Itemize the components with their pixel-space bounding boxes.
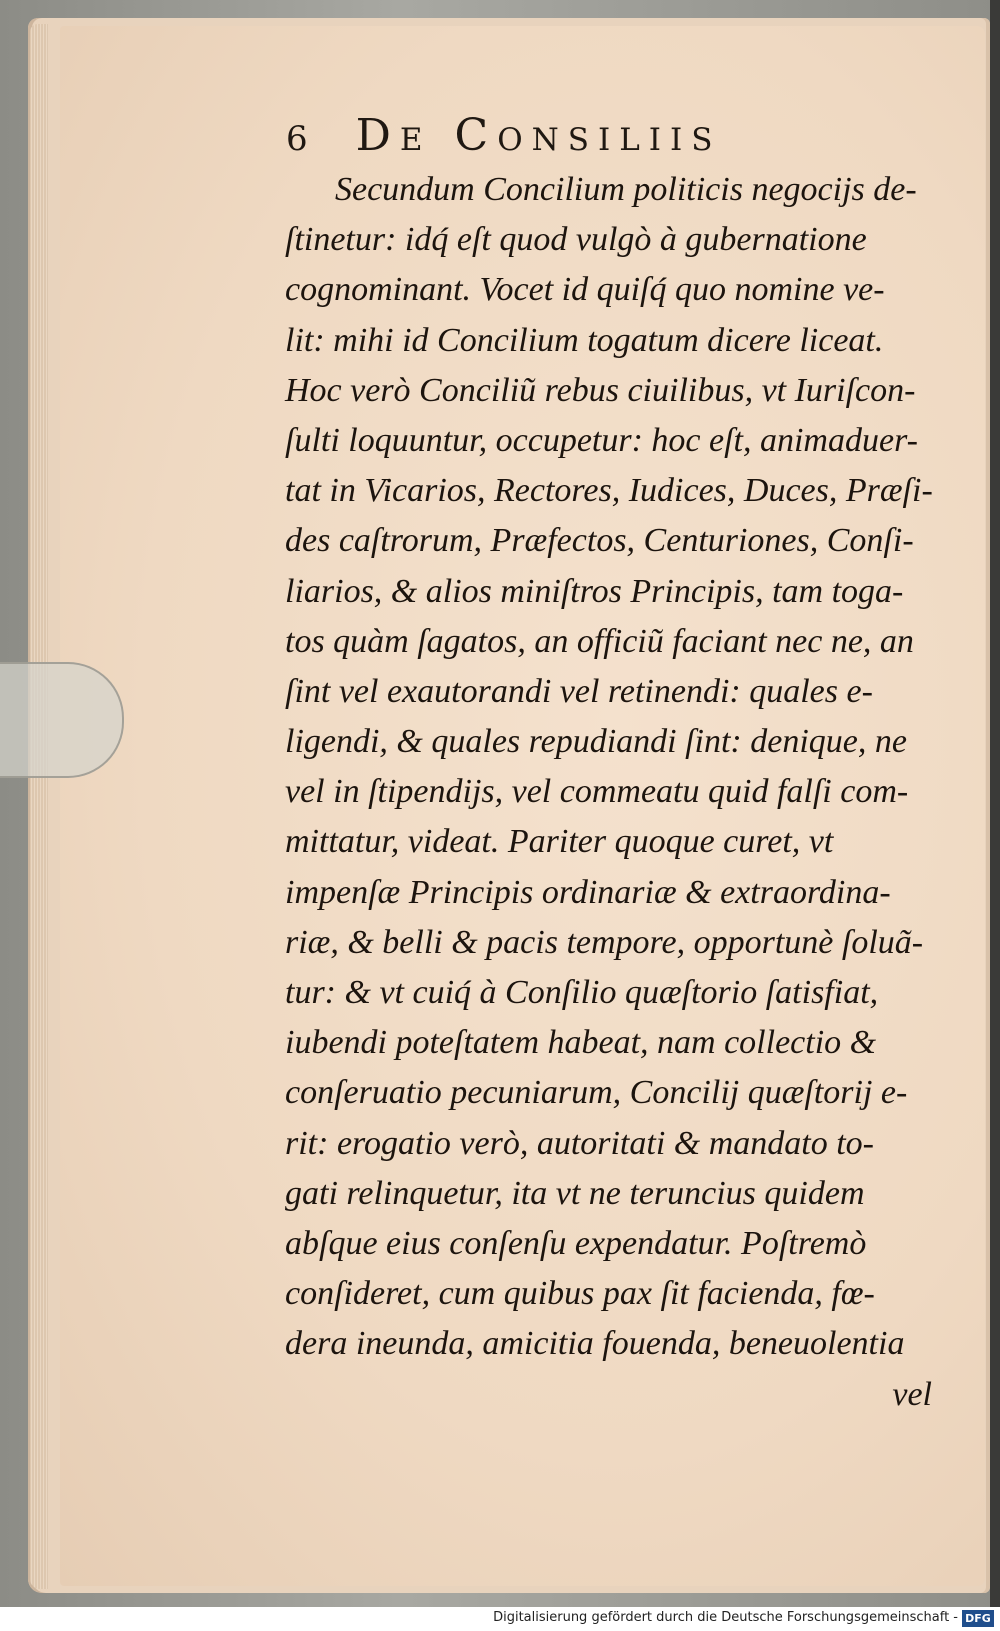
footer-bar bbox=[0, 1607, 1000, 1631]
text-line: vel in ſtipendijs, vel commeatu quid falſi com- bbox=[285, 773, 909, 811]
text-line: iubendi poteſtatem habeat, nam collectio & bbox=[285, 1024, 877, 1062]
text-line: tat in Vicarios, Rectores, Iudices, Duces, Præſi- bbox=[285, 472, 933, 510]
text-line: gati relinquetur, ita vt ne teruncius quidem bbox=[285, 1174, 865, 1212]
text-line: tur: & vt cuiq́ à Conſilio quæſtorio ſatisfiat, bbox=[285, 974, 879, 1011]
dfg-logo-icon: DFG bbox=[962, 1610, 994, 1627]
text-line: Hoc verò Conciliũ rebus ciuilibus, vt Iuriſcon- bbox=[285, 371, 916, 409]
text-line: lit: mihi id Concilium togatum dicere liceat. bbox=[285, 321, 884, 359]
text-line: des caſtrorum, Præfectos, Centuriones, Conſi- bbox=[285, 522, 914, 560]
text-line: rit: erogatio verò, autoritati & mandato to- bbox=[285, 1124, 874, 1162]
catchword: vel bbox=[892, 1375, 932, 1413]
text-line: conſideret, cum quibus pax ſit facienda, fœ- bbox=[285, 1275, 875, 1313]
text-line: cognominant. Vocet id quiſq́ quo nomine ve- bbox=[285, 271, 885, 309]
text-line: tos quàm ſagatos, an officiũ faciant nec ne, an bbox=[285, 622, 914, 660]
text-line: impenſæ Principis ordinariæ & extraordina- bbox=[285, 873, 891, 911]
page-number: 6 bbox=[286, 119, 308, 159]
text-line: conſeruatio pecuniarum, Concilij quæſtorij e- bbox=[285, 1074, 908, 1112]
binding-shadow bbox=[990, 0, 1000, 1631]
paper-clip bbox=[0, 662, 124, 778]
text-line: abſque eius conſenſu expendatur. Poſtremò bbox=[285, 1224, 867, 1262]
page-edges bbox=[30, 24, 48, 1589]
text-line: ſulti loquuntur, occupetur: hoc eſt, animaduer- bbox=[285, 421, 918, 459]
running-head bbox=[286, 110, 886, 160]
text-line: ſint vel exautorandi vel retinendi: quales e- bbox=[285, 672, 873, 710]
text-line: dera ineunda, amicitia fouenda, beneuolentia bbox=[285, 1325, 905, 1363]
text-line: ſtinetur: idq́ eſt quod vulgò à gubernatione bbox=[285, 221, 867, 259]
text-block bbox=[285, 165, 980, 1420]
text-line: ligendi, & quales repudiandi ſint: denique, ne bbox=[285, 723, 907, 761]
running-title: De Consiliis bbox=[355, 110, 722, 161]
text-line: riæ, & belli & pacis tempore, opportunè ſoluã- bbox=[285, 923, 924, 961]
text-line: Secundum Concilium politicis negocijs de- bbox=[335, 171, 917, 208]
text-line: mittatur, videat. Pariter quoque curet, vt bbox=[285, 823, 834, 861]
footer-credit: Digitalisierung gefördert durch die Deutsche Forschungsgemeinschaft - bbox=[493, 1610, 958, 1625]
text-line: liarios, & alios miniſtros Principis, tam toga- bbox=[285, 572, 904, 610]
